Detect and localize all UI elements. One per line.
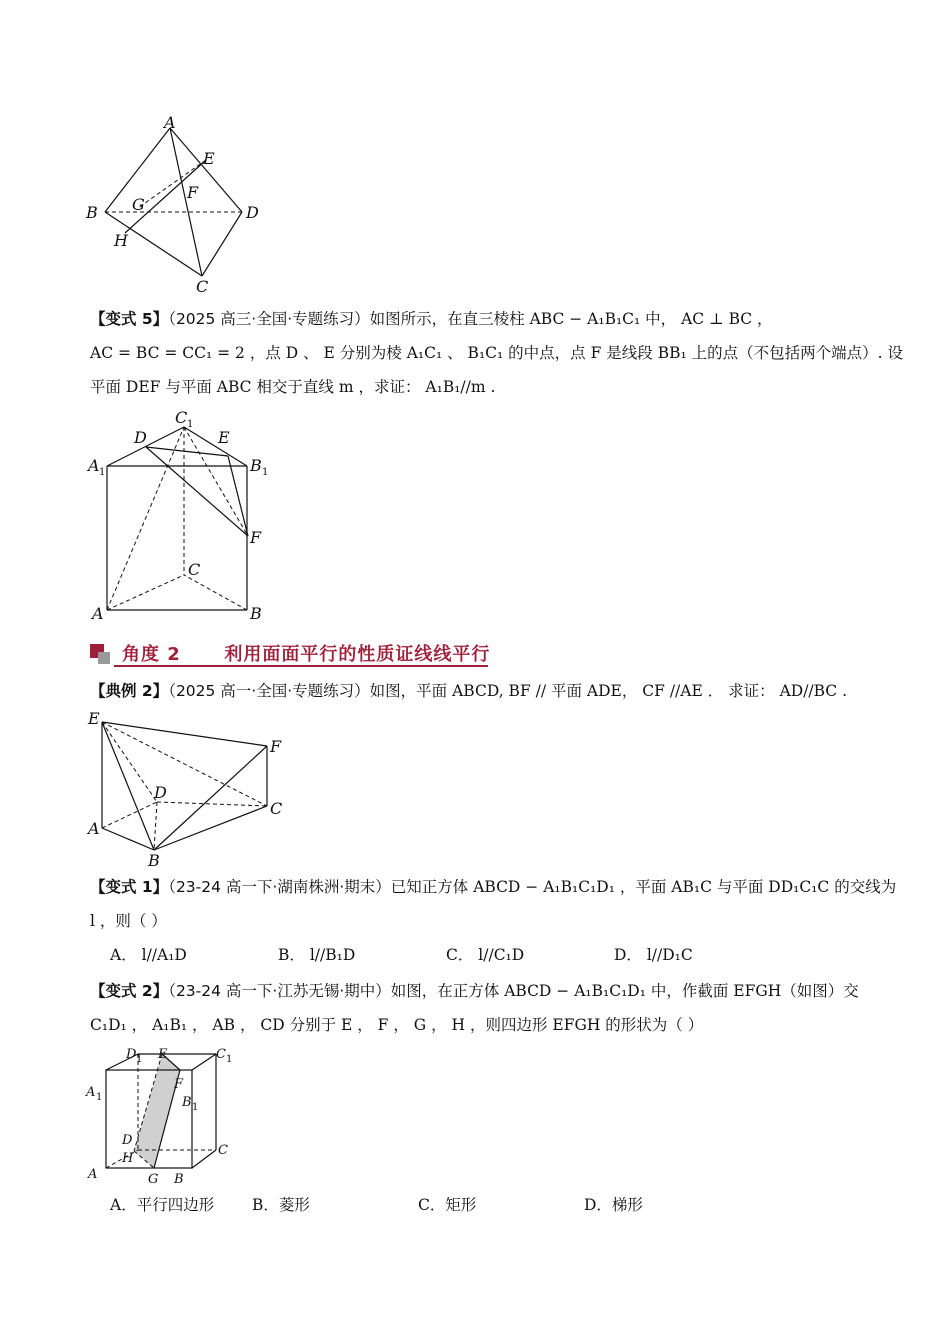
label-A: A [88, 819, 100, 838]
label-B: B [148, 851, 160, 870]
label-A1-sub: 1 [96, 1092, 103, 1103]
dianli2-tag: 【典例 2】 [90, 682, 169, 700]
dianli2-text: 如图，平面 ABCD, BF // 平面 ADE， CF //AE ． 求证： AD//BC . [369, 682, 848, 700]
dianli2-source: （2025 高一·全国·专题练习） [168, 682, 370, 700]
dianli2-line [90, 680, 847, 702]
label-B1: B [250, 456, 262, 475]
figure-prism [82, 405, 282, 625]
label-G: G [148, 1172, 159, 1186]
label-D: D [154, 783, 167, 802]
bianshi2-source: （23-24 高一下·江苏无锡·期中） [168, 982, 391, 1000]
label-D: D [134, 428, 147, 447]
label-D1-sub: 1 [136, 1054, 143, 1065]
label-B1-sub: 1 [192, 1102, 199, 1113]
bianshi5-source: （2025 高三·全国·专题练习） [168, 310, 370, 328]
label-C: C [270, 799, 283, 818]
figure-tetrahedron [80, 108, 280, 298]
label-A: A [164, 113, 176, 132]
label-E: E [88, 710, 100, 728]
figure-cube [82, 1046, 242, 1186]
label-E: E [158, 1047, 168, 1062]
label-C1-sub: 1 [226, 1054, 233, 1065]
section-header-angle2 [90, 640, 490, 670]
label-E: E [218, 428, 230, 447]
bianshi2-tag: 【变式 2】 [90, 982, 169, 1000]
bianshi1-options [110, 944, 693, 966]
section-underline [114, 665, 488, 667]
bianshi2-line1 [90, 980, 859, 1002]
figure-polyhedron [82, 710, 302, 870]
label-C: C [188, 560, 201, 579]
label-F: F [174, 1077, 184, 1092]
bianshi1-option-b: B． l//B₁D [278, 946, 356, 964]
label-C1: C [216, 1047, 226, 1062]
label-F: F [270, 737, 282, 756]
label-C: C [218, 1143, 228, 1158]
label-H: H [114, 231, 128, 250]
label-A1: A [88, 456, 100, 475]
bianshi1-tag: 【变式 1】 [90, 878, 169, 896]
label-A1: A [86, 1085, 96, 1100]
bianshi1-option-a: A． l//A₁D [110, 946, 187, 964]
bianshi1-line2: l ，则（ ） [90, 912, 167, 930]
label-C: C [196, 277, 209, 296]
bianshi2-option-a: A．平行四边形 [110, 1196, 215, 1214]
label-D: D [122, 1133, 133, 1148]
bianshi5-line1 [90, 308, 773, 330]
label-B1-sub: 1 [262, 467, 269, 478]
label-G: G [132, 195, 145, 214]
label-B1: B [182, 1095, 192, 1110]
bianshi2-option-c: C．矩形 [418, 1196, 477, 1214]
label-F: F [250, 528, 262, 547]
label-C1: C [175, 408, 188, 427]
bianshi1-line1 [90, 876, 896, 898]
bianshi1-source: （23-24 高一下·湖南株洲·期末） [168, 878, 391, 896]
label-A: A [92, 604, 104, 623]
label-D1: D [126, 1047, 137, 1062]
bianshi2-text1: 如图，在正方体 ABCD − A₁B₁C₁D₁ 中，作截面 EFGH（如图）交 [390, 982, 859, 1000]
bianshi2-line2: C₁D₁ ， A₁B₁ ， AB ， CD 分别于 E ， F ， G ， H ，则四边形 EFGH 的形状为（ ） [90, 1016, 704, 1034]
label-B: B [174, 1172, 184, 1186]
label-H: H [122, 1151, 134, 1166]
label-B: B [86, 203, 98, 222]
section-title: 角度 2 利用面面平行的性质证线线平行 [122, 644, 491, 665]
bianshi2-option-d: D．梯形 [584, 1196, 643, 1214]
label-C1-sub: 1 [187, 419, 194, 430]
label-A: A [88, 1167, 98, 1182]
bianshi5-line2: AC = BC = CC₁ = 2 ，点 D 、 E 分别为棱 A₁C₁ 、 B₁C₁ 的中点，点 F 是线段 BB₁ 上的点（不包括两个端点）. 设 [90, 344, 903, 362]
section-marker-shadow [98, 652, 110, 664]
bianshi5-line3: 平面 DEF 与平面 ABC 相交于直线 m ，求证： A₁B₁//m . [90, 378, 496, 396]
bianshi1-option-c: C． l//C₁D [446, 946, 525, 964]
label-F: F [187, 183, 199, 202]
bianshi5-text1: 如图所示，在直三棱柱 ABC − A₁B₁C₁ 中， AC ⊥ BC ， [369, 310, 773, 328]
bianshi5-tag: 【变式 5】 [90, 310, 169, 328]
bianshi2-options [110, 1194, 643, 1216]
label-D: D [246, 203, 259, 222]
label-B: B [250, 604, 262, 623]
bianshi1-text1: 已知正方体 ABCD − A₁B₁C₁D₁ ，平面 AB₁C 与平面 DD₁C₁C 的交线为 [390, 878, 897, 896]
label-A1-sub: 1 [99, 467, 106, 478]
bianshi2-option-b: B．菱形 [252, 1196, 310, 1214]
bianshi1-option-d: D． l//D₁C [614, 946, 693, 964]
label-E: E [203, 149, 215, 168]
